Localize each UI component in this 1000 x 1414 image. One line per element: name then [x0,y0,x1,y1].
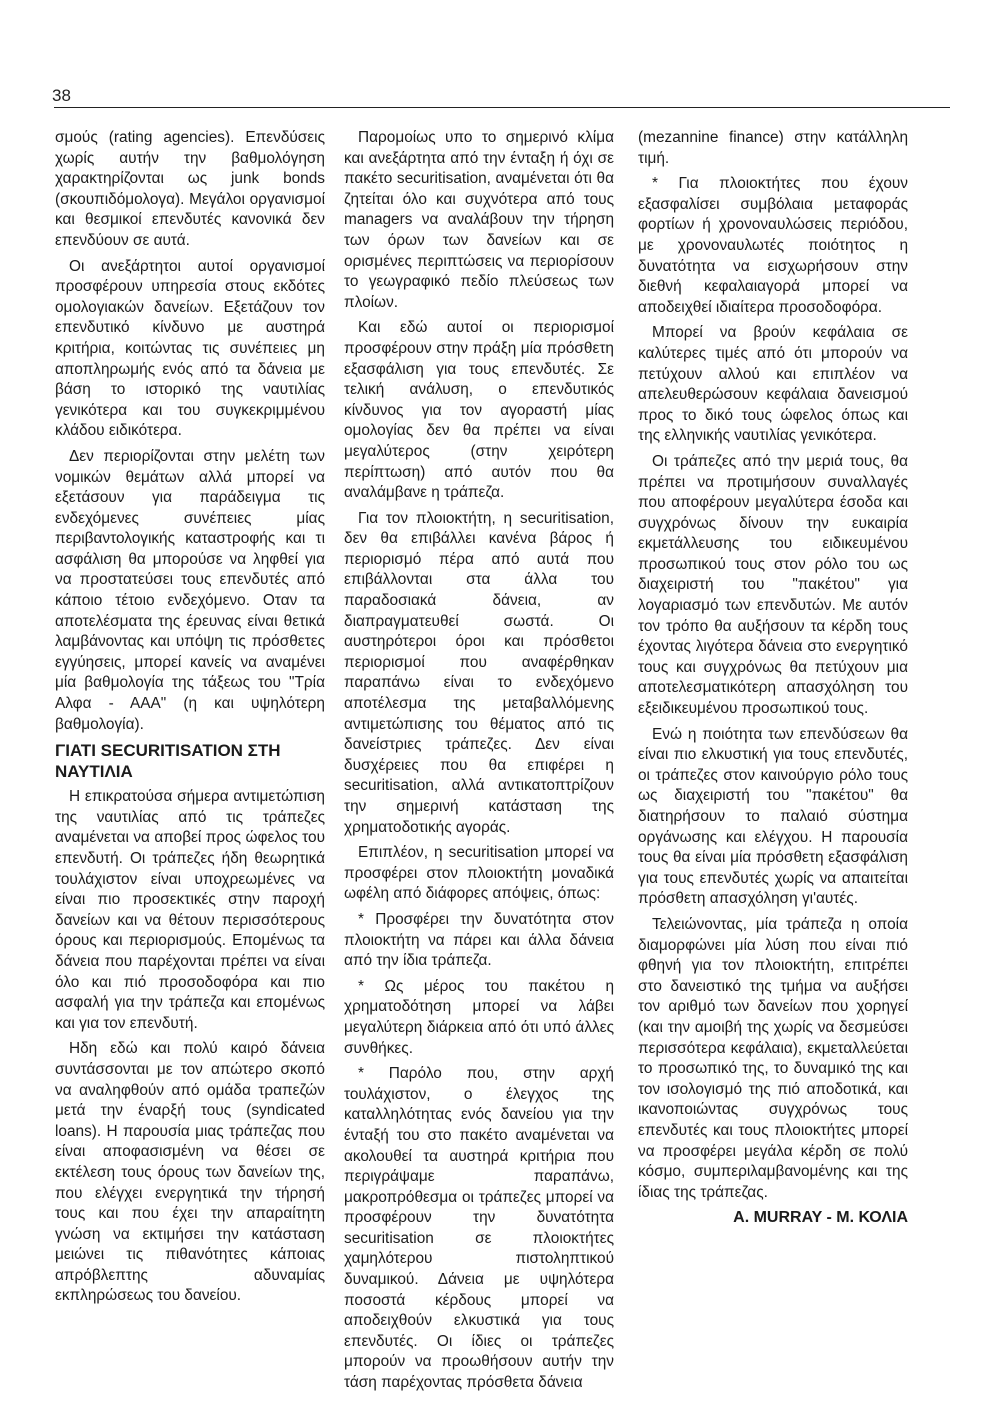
column-2 [344,128,614,1399]
paragraph: Δεν περιορίζονται στην μελέτη των νομικών θεμάτων αλλά μπορεί να εξετάσουν για παράδειγμα τις ενδεχόμενες συνέπειες μίας περιβαντολογικής καταστροφής και τι ασφάλιση θα μπορούσε να ληφθεί για να προστατεύσει τους επενδυτές από κάποιο τέτοιο ενδεχόμενο. Οταν τα αποτελέσματα της έρευνας είναι θετικά λαμβάνοντας και υπόψη τις πρόσθετες εγγύησεις, μπορεί κανείς να αναμένει μία βαθμολογία της τάξεως του "Τρία Αλφα - ΑΑΑ" (η και υψηλότερη βαθμολογία). [55,447,325,733]
paragraph: Τελειώνοντας, μία τράπεζα η οποία διαμορφώνει μία λύση που είναι πιό φθηνή για τον πλοιοκτήτη, επιτρέπει στο δανειστικό της τμήμα να αυξήσει τον αριθμό των δανείων που χορηγεί (και την αμοιβή της χωρίς να δεσμεύσει περισσότερα κεφάλαια), εκμεταλλεύεται το προσωπικό της, το δυναμικό της και τον ισολογισμό της πιό αποδοτικά, και ικανοποιώντας συγχρόνως τους επενδυτές και τους πλοιοκτήτες μπορεί να προσφέρει μεγάλα κέρδη σε πολύ κόσμο, συμπεριλαμβανομένης και της ίδιας της τράπεζας. [638,915,908,1201]
paragraph: Μπορεί να βρούν κεφάλαια σε καλύτερες τιμές από ότι μπορούν να πετύχουν αλλού και επιπλέον να απελευθερώσουν κεφάλαια δανεισμού προς το δικό τους ώφελος όπως και της ελληνικής ναυτιλίας γενικότερα. [638,324,908,445]
paragraph: Η επικρατούσα σήμερα αντιμετώπιση της ναυτιλίας από τις τράπεζες αναμένεται να αποβεί προς ώφελος του επενδυτή. Οι τράπεζες ήδη θεωρητικά τουλάχιστον είναι υποχρεωμένες να είναι πιο προσεκτικές στην παροχή δανείων και να θέτουν περισσότερους όρους και περιορισμούς. Επομένως τα δάνεια που παρέχονται πρέπει να είναι όλο και πιό προσοδοφόρα και πιο ασφαλή για την τράπεζα και επομένως και για τον επενδυτή. [55,788,325,1032]
paragraph: Οι ανεξάρτητοι αυτοί οργανισμοί προσφέρουν υπηρεσία στους εκδότες ομολογιακών δανείων. Εξετάζουν τον επενδυτικό κίνδυνο με αυστηρά κριτήρια, κοιτώντας τις συνέπειες μη αποπληρωμής ενός από τα δάνεια με βάση το ιστορικό της ναυτιλίας γενικότερα και του συγκεκριμμένου κλάδου ειδικότερα. [55,257,325,440]
paragraph: (mezannine finance) στην κατάλληλη τιμή. [638,129,908,167]
bullet-item: * Προσφέρει την δυνατότητα στον πλοιοκτήτη να πάρει και άλλα δάνεια από την ίδια τράπεζα. [344,910,614,970]
bullet-item: * Ως μέρος του πακέτου η χρηματοδότηση μπορεί να λάβει μεγαλύτερη διάρκεια από ότι υπό άλλες συνθήκες. [344,977,614,1057]
paragraph: Για τον πλοιοκτήτη, η securitisation, δεν θα επιβάλλει κανένα βάρος ή περιορισμό πέρα από αυτά που επιβάλλονται στα άλλα του παραδοσιακά δάνεια, αν διαπραγματευθεί σωστά. Οι αυστηρότεροι όροι και πρόσθετοι περιορισμοί που αναφέρθηκαν παραπάνω είναι το ενδεχόμενο αποτέλεσμα της μεταβαλλόμενης αντιμετώπισης του θέματος από τις δανείστριες τράπεζες. Δεν είναι δυσχέρειες που θα επιφέρει η securitisation, αλλά αντικατοπτρίζουν την σημερινή κατάσταση της χρηματοδοτικής αγοράς. [344,509,614,836]
page-number: 38 [52,86,71,105]
author-byline: A. MURRAY - M. ΚΟΛΙΑ [733,1209,908,1227]
paragraph: Επιπλέον, η securitisation μπορεί να προσφέρει στον πλοιοκτήτη μοναδικά ωφέλη από διάφορες απόψεις, όπως: [344,844,614,903]
paragraph: Παρομοίως υπο το σημερινό κλίμα και ανεξάρτητα από την ένταξη ή όχι σε πακέτο securitisation, αναμένεται ότι θα ζητείται όλο και συχνότερα από τους managers να αναλάβουν την τήρηση των όρων των δανείων και σε ορισμένες περιπτώσεις να περιορίσουν το γεωγραφικό πεδίο πλεύσεως των πλοίων. [344,129,614,311]
paragraph: Και εδώ αυτοί οι περιορισμοί προσφέρουν στην πράξη μία πρόσθετη εξασφάλιση για τους επενδυτές. Σε τελική ανάλυση, ο επενδυτικός κίνδυνος για τον αγοραστή μίας ομολογίας δεν θα πρέπει να είναι μεγαλύτερος (στην χειρότερη περίπτωση) από αυτόν που θα αναλάμβανε η τράπεζα. [344,319,614,502]
bullet-item: * Παρόλο που, στην αρχή τουλάχιστον, ο έλεγχος της καταλληλότητας ενός δανείου για την ένταξή του στο πακέτο αναμένεται να ακολουθεί τα αυστηρά κριτήρια που περιγράψαμε παραπάνω, μακροπρόθεσμα οι τράπεζες μπορεί να προσφέρουν την δυνατότητα securitisation σε πλοιοκτήτες χαμηλότερου πιστοληπτικού δυναμικού. Δάνεια με υψηλότερα ποσοστά κέρδους μπορεί να αποδειχθούν ελκυστικά για τους επενδυτές. Οι ίδιες οι τράπεζες μπορούν να προωθήσουν αυτήν την τάση παρέχοντας πρόσθετα δάνεια [344,1065,614,1392]
bullet-item: * Για πλοιοκτήτες που έχουν εξασφαλίσει συμβόλαια μεταφοράς φορτίων ή χρονοναυλώσεις περιόδου, με χρονοναυλωτές ποιότητος η δυνατότητα να εισχωρήσουν στην διεθνή κεφαλαιαγορά μπορεί να αποδειχθεί ιδιαίτερα προσοδοφόρα. [638,175,908,316]
section-heading: ΓΙΑΤΙ SECURITISATION ΣΤΗ ΝΑΥΤΙΛΙΑ [55,741,281,782]
column-3 [638,128,908,1234]
paragraph: Οι τράπεζες από την μεριά τους, θα πρέπει να προτιμήσουν συναλλαγές που αποφέρουν μεγαλύτερα έσοδα και συγχρόνως δίνουν την ευκαιρία εκμετάλλευσης του ειδικευμένου προσωπικού τους στον ρόλο του ως διαχειριστή του "πακέτου" για λογαριασμό των επενδυτών. Με αυτόν τον τρόπο θα αυξήσουν τα κέρδη τους έχοντας λιγότερα δάνεια στο ενεργητικό τους και συγχρόνως θα πετύχουν μια αποτελεσματικότερη απασχόληση του εξειδικευμένου προσωπικού τους. [638,452,908,718]
column-1 [55,128,325,1312]
paragraph: Ηδη εδώ και πολύ καιρό δάνεια συντάσσονται με τον απώτερο σκοπό να αναληφθούν από ομάδα τραπεζών μετά την έναρξή τους (syndicated loans). Η παρουσία μιας τράπεζας που είναι αποφασισμένη να θέσει σε εκτέλεση τους όρους των δανείων της, που ελέγχει ενεργητικά την τήρησή τους και που έχει την απαραίτητη γνώση να εκτιμήσει την κατάσταση μειώνει τις πιθανότητες κάποιας απρόβλεπτης αδυναμίας εκπληρώσεως του δανείου. [55,1040,325,1305]
paragraph: σμούς (rating agencies). Επενδύσεις χωρίς αυτήν την βαθμολόγηση χαρακτηρίζονται ως junk bonds (σκουπιδόμολογα). Μεγάλοι οργανισμοί και θεσμικοί επενδυτές κανονικά δεν επενδύουν σε αυτά. [55,129,325,249]
header-rule [54,107,950,108]
paragraph: Ενώ η ποιότητα των επενδύσεων θα είναι πιο ελκυστική για τους επενδυτές, οι τράπεζες στον καινούργιο ρόλο τους ως διαχειριστή του "πακέτου" θα διατηρήσουν το παλαιό σύστημα οργάνωσης και ελέγχου. Η παρουσία τους θα είναι μία πρόσθετη εξασφάλιση για τους επενδυτές χωρίς να απαιτείται πρόσθετη απασχόληση γι'αυτές. [638,725,908,908]
